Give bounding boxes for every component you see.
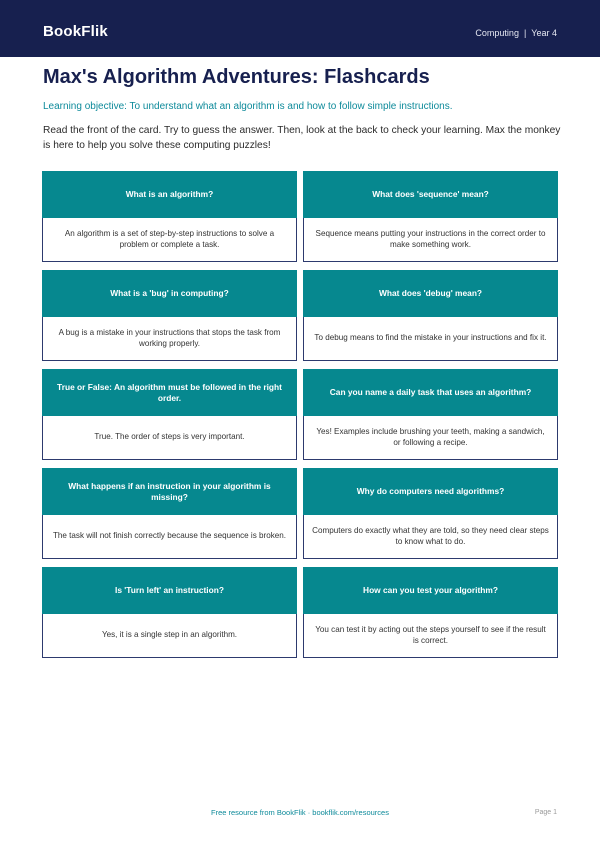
flashcard (42, 270, 297, 361)
flashcard-front: What is a 'bug' in computing? (42, 270, 297, 317)
flashcard (42, 171, 297, 262)
flashcard-front: Can you name a daily task that uses an algorithm? (303, 369, 558, 416)
flashcard (303, 270, 558, 361)
flashcard-front: What happens if an instruction in your algorithm is missing? (42, 468, 297, 515)
footer-credit[interactable]: Free resource from BookFlik · bookflik.com/resources (211, 808, 389, 817)
flashcard-back: An algorithm is a set of step-by-step instructions to solve a problem or complete a task. (42, 218, 297, 262)
subject-label: Computing (475, 28, 519, 38)
flashcard-back: You can test it by acting out the steps yourself to see if the result is correct. (303, 614, 558, 658)
year-label: Year 4 (531, 28, 557, 38)
brand-logo-text[interactable]: BookFlik (43, 23, 108, 40)
flashcard (303, 468, 558, 559)
flashcard-grid (42, 171, 557, 658)
flashcard-back: The task will not finish correctly because the sequence is broken. (42, 515, 297, 559)
flashcard-front: True or False: An algorithm must be followed in the right order. (42, 369, 297, 416)
flashcard-back: True. The order of steps is very important. (42, 416, 297, 460)
flashcard (303, 369, 558, 460)
flashcard-back: A bug is a mistake in your instructions that stops the task from working properly. (42, 317, 297, 361)
flashcard (42, 567, 297, 658)
flashcard-front: What does 'sequence' mean? (303, 171, 558, 218)
flashcard (303, 171, 558, 262)
flashcard (42, 369, 297, 460)
flashcard-back: Yes! Examples include brushing your teeth, making a sandwich, or following a recipe. (303, 416, 558, 460)
flashcard (303, 567, 558, 658)
flashcard (42, 468, 297, 559)
learning-objective: Learning objective: To understand what an algorithm is and how to follow simple instructions. (43, 101, 453, 112)
flashcard-back: Sequence means putting your instructions in the correct order to make something work. (303, 218, 558, 262)
flashcard-back: Yes, it is a single step in an algorithm. (42, 614, 297, 658)
page-header (0, 0, 600, 57)
flashcard-back: To debug means to find the mistake in your instructions and fix it. (303, 317, 558, 361)
flashcard-front: How can you test your algorithm? (303, 567, 558, 614)
page-number: Page 1 (534, 809, 557, 816)
intro-paragraph: Read the front of the card. Try to guess the answer. Then, look at the back to check your learning. Max the monkey is here to help you solve these computing puzzles! (43, 125, 561, 151)
page-title: Max's Algorithm Adventures: Flashcards (43, 66, 430, 88)
header-meta (475, 28, 557, 38)
flashcard-front: What is an algorithm? (42, 171, 297, 218)
flashcard-back: Computers do exactly what they are told, so they need clear steps to know what to do. (303, 515, 558, 559)
flashcard-front: Is 'Turn left' an instruction? (42, 567, 297, 614)
flashcard-front: What does 'debug' mean? (303, 270, 558, 317)
flashcard-front: Why do computers need algorithms? (303, 468, 558, 515)
meta-separator: | (523, 28, 527, 38)
